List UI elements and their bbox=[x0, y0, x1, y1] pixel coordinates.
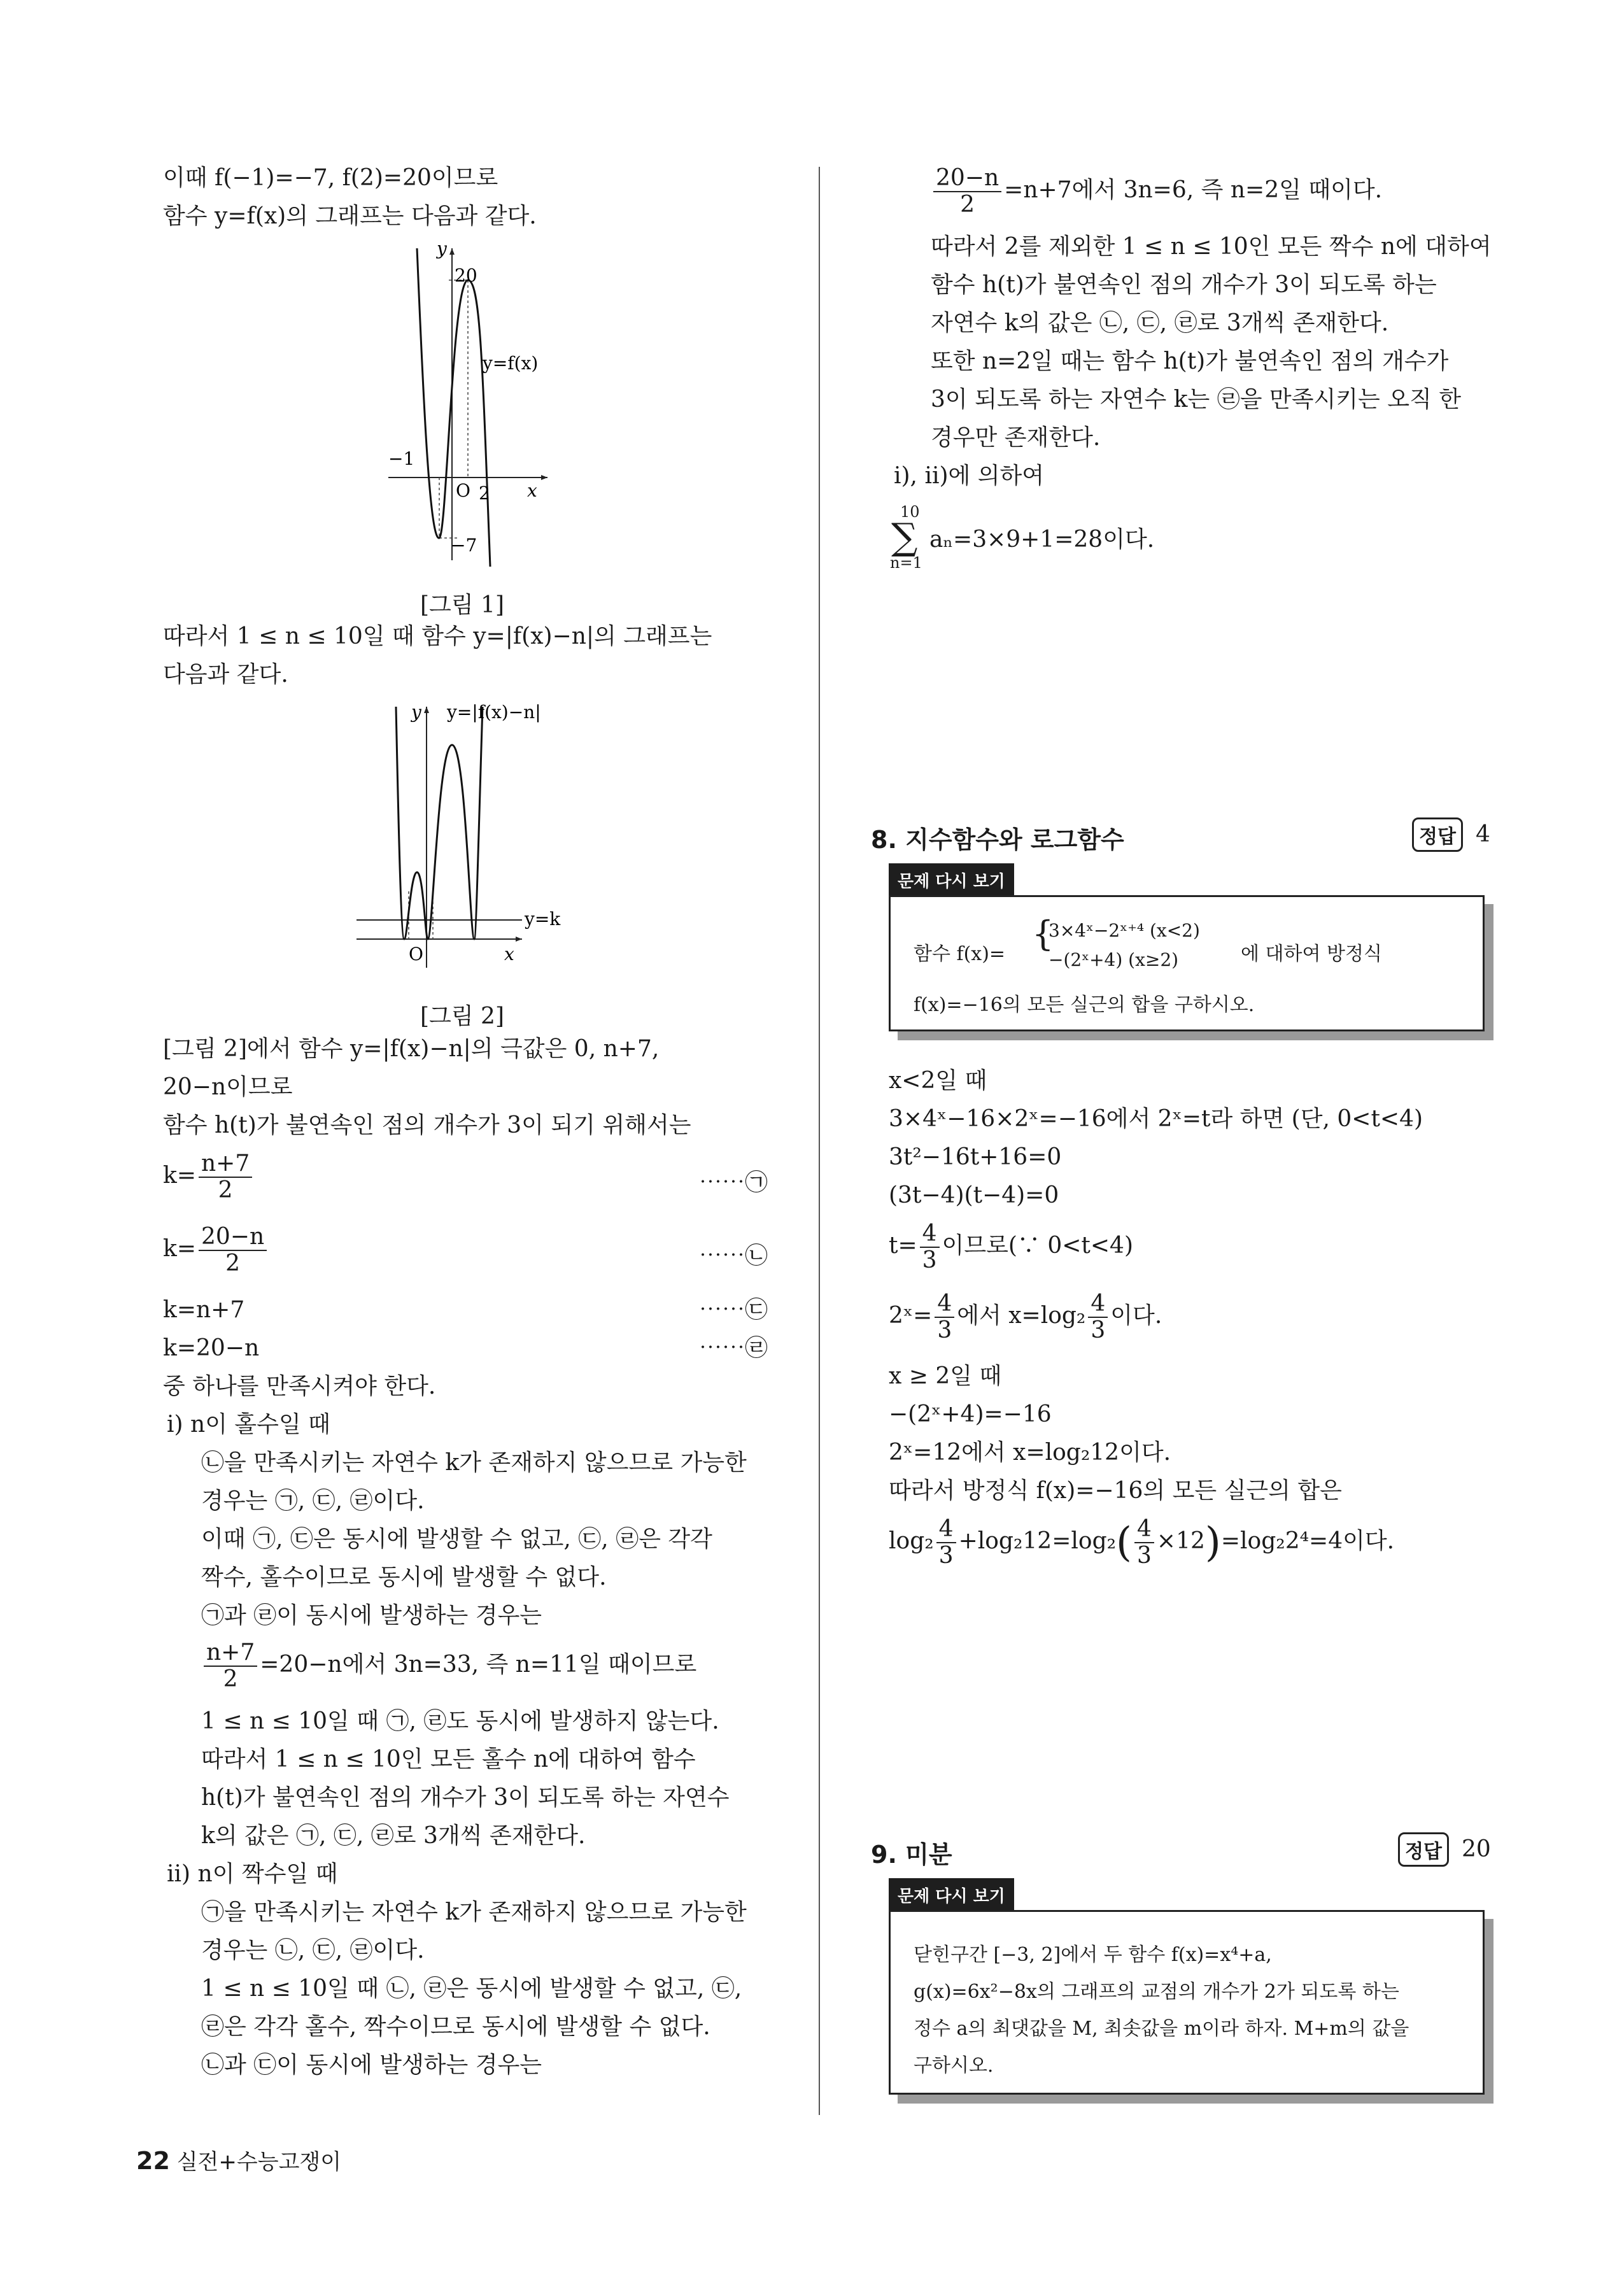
label-minus-7: −7 bbox=[451, 535, 477, 556]
text-line: 함수 y=f(x)의 그래프는 다음과 같다. bbox=[163, 203, 537, 229]
page-number: 22 bbox=[136, 2147, 170, 2175]
origin-label: O bbox=[409, 944, 423, 965]
equation-line: t= $\frac{4}{3}$ 이므로(∵ 0<t<4) bbox=[889, 1220, 1134, 1273]
answer-value: 4 bbox=[1476, 821, 1490, 847]
box-text: g(x)=6x²−8x의 그래프의 교점의 개수가 2가 되도록 하는 bbox=[914, 1981, 1399, 2003]
label-minus-1: −1 bbox=[388, 448, 415, 469]
text-line: 다음과 같다. bbox=[163, 661, 288, 688]
equation-line: log₂ $\frac{4}{3}$ +log₂12=log₂( $\frac{4}{3}$ ×12)=log₂2⁴=4이다. bbox=[889, 1516, 1395, 1569]
text-line: 2ˣ=12에서 x=log₂12이다. bbox=[889, 1440, 1171, 1466]
text-line: 1 ≤ n ≤ 10일 때 ㉡, ㉣은 동시에 발생할 수 없고, ㉢, bbox=[201, 1976, 742, 2002]
y-axis-label: y bbox=[411, 702, 421, 723]
text-line: k의 값은 ㉠, ㉢, ㉣로 3개씩 존재한다. bbox=[201, 1823, 586, 1849]
box-text: f(x)=−16의 모든 실근의 합을 구하시오. bbox=[914, 994, 1255, 1016]
review-tab[interactable]: 문제 다시 보기 bbox=[889, 863, 1014, 897]
y-axis-arrow bbox=[449, 248, 455, 255]
equation-4: k=20−n bbox=[163, 1335, 260, 1361]
text-line: 따라서 1 ≤ n ≤ 10일 때 함수 y=|f(x)−n|의 그래프는 bbox=[163, 623, 712, 649]
y-axis-arrow bbox=[424, 707, 429, 713]
text-line: 함수 h(t)가 불연속인 점의 개수가 3이 되도록 하는 bbox=[931, 272, 1437, 298]
figure-2-graph bbox=[357, 700, 598, 980]
equation-line: $\frac{20-n}{2}$ =n+7에서 3n=6, 즉 n=2일 때이다. bbox=[931, 167, 1382, 216]
column-divider bbox=[819, 167, 820, 2115]
label-2: 2 bbox=[479, 483, 490, 504]
text-line: ㉡을 만족시키는 자연수 k가 존재하지 않으므로 가능한 bbox=[201, 1450, 747, 1476]
label-20: 20 bbox=[455, 265, 477, 286]
k-label: y=k bbox=[525, 909, 561, 930]
figure-1-graph bbox=[369, 242, 560, 573]
y-axis-label: y bbox=[437, 242, 447, 259]
sum-upper: 10 bbox=[900, 503, 920, 521]
book-title: 실전+수능고쟁이 bbox=[176, 2149, 342, 2175]
equation-line: $\frac{n+7}{2}$ =20−n에서 3n=33, 즉 n=11일 때이므로 bbox=[201, 1641, 696, 1691]
origin-label: O bbox=[456, 480, 470, 501]
text-line: 이때 f(−1)=−7, f(2)=20이므로 bbox=[163, 165, 498, 191]
review-tab[interactable]: 문제 다시 보기 bbox=[889, 1878, 1014, 1912]
text-line: (3t−4)(t−4)=0 bbox=[889, 1182, 1059, 1208]
x-axis-arrow bbox=[541, 475, 547, 480]
equation-line: 2ˣ= $\frac{4}{3}$ 에서 x=log₂ $\frac{4}{3}$ 이다. bbox=[889, 1291, 1162, 1343]
text-line: ㉠을 만족시키는 자연수 k가 존재하지 않으므로 가능한 bbox=[201, 1899, 747, 1925]
text-line: 경우만 존재한다. bbox=[931, 425, 1101, 451]
equation-3: k=n+7 bbox=[163, 1297, 245, 1323]
text-line: 짝수, 홀수이므로 동시에 발생할 수 없다. bbox=[201, 1564, 607, 1590]
problem-box bbox=[889, 1910, 1485, 2095]
box-text: 닫힌구간 [−3, 2]에서 두 함수 f(x)=x⁴+a, bbox=[914, 1944, 1272, 1966]
curve-f bbox=[417, 248, 490, 567]
text-line: 중 하나를 만족시켜야 한다. bbox=[163, 1373, 436, 1399]
text-line: 1 ≤ n ≤ 10일 때 ㉠, ㉣도 동시에 발생하지 않는다. bbox=[201, 1708, 719, 1734]
text-line: 3이 되도록 하는 자연수 k는 ㉣을 만족시키는 오직 한 bbox=[931, 386, 1462, 413]
text-line: 3×4ˣ−16×2ˣ=−16에서 2ˣ=t라 하면 (단, 0<t<4) bbox=[889, 1106, 1423, 1132]
text-line: 20−n이므로 bbox=[163, 1074, 293, 1100]
equation-tag: ⋯⋯㉠ bbox=[699, 1170, 768, 1196]
text-line: ㉡과 ㉢이 동시에 발생하는 경우는 bbox=[201, 2052, 542, 2078]
case-heading: ⅰ) n이 홀수일 때 bbox=[167, 1411, 330, 1438]
text-line: ⅰ), ⅱ)에 의하여 bbox=[894, 463, 1045, 489]
text-line: 3t²−16t+16=0 bbox=[889, 1144, 1062, 1170]
equation-1: k= $\frac{n+7}{2}$ bbox=[163, 1152, 255, 1202]
piece-1: 3×4ˣ−2ˣ⁺⁴ (x<2) bbox=[1049, 920, 1200, 941]
figure-2-caption: [그림 2] bbox=[420, 1003, 504, 1029]
text-line: ㉣은 각각 홀수, 짝수이므로 동시에 발생할 수 없다. bbox=[201, 2014, 710, 2040]
sum-result: aₙ=3×9+1=28이다. bbox=[929, 527, 1155, 553]
text-line: 경우는 ㉡, ㉢, ㉣이다. bbox=[201, 1937, 425, 1963]
text-line: 경우는 ㉠, ㉢, ㉣이다. bbox=[201, 1488, 425, 1514]
equation-2: k= $\frac{20-n}{2}$ bbox=[163, 1226, 269, 1275]
piece-2: −(2ˣ+4) (x≥2) bbox=[1049, 949, 1179, 970]
curve-abs bbox=[396, 707, 483, 939]
text-line: [그림 2]에서 함수 y=|f(x)−n|의 극값은 0, n+7, bbox=[163, 1036, 660, 1062]
text-line: −(2ˣ+4)=−16 bbox=[889, 1401, 1052, 1427]
x-axis-arrow bbox=[516, 937, 522, 942]
answer-value: 20 bbox=[1462, 1836, 1491, 1862]
text-line: 따라서 1 ≤ n ≤ 10인 모든 홀수 n에 대하여 함수 bbox=[201, 1746, 696, 1772]
answer-badge: 정답 bbox=[1412, 817, 1463, 852]
equation-tag: ⋯⋯㉢ bbox=[699, 1297, 768, 1323]
text-line: ㉠과 ㉣이 동시에 발생하는 경우는 bbox=[201, 1602, 542, 1629]
x-axis-label: x bbox=[527, 480, 537, 501]
box-text: 정수 a의 최댓값을 M, 최솟값을 m이라 하자. M+m의 값을 bbox=[914, 2018, 1409, 2040]
equation-tag: ⋯⋯㉡ bbox=[699, 1243, 768, 1269]
text-line: 따라서 방정식 f(x)=−16의 모든 실근의 합은 bbox=[889, 1478, 1342, 1504]
text-line: 함수 h(t)가 불연속인 점의 개수가 3이 되기 위해서는 bbox=[163, 1112, 691, 1138]
answer-badge: 정답 bbox=[1398, 1832, 1449, 1867]
x-axis-label: x bbox=[504, 944, 514, 965]
text-line: h(t)가 불연속인 점의 개수가 3이 되도록 하는 자연수 bbox=[201, 1785, 730, 1811]
sum-symbol: ∑ bbox=[891, 515, 918, 558]
brace-icon: { bbox=[1032, 914, 1054, 954]
problem-box bbox=[889, 895, 1485, 1031]
curve-label: y=|f(x)−n| bbox=[447, 702, 541, 723]
page-footer bbox=[136, 2144, 341, 2175]
text-line: x<2일 때 bbox=[889, 1068, 987, 1094]
text-line: 자연수 k의 값은 ㉡, ㉢, ㉣로 3개씩 존재한다. bbox=[931, 310, 1389, 336]
section-9-title: 9. 미분 bbox=[871, 1841, 952, 1869]
box-text: 함수 f(x)= bbox=[914, 943, 1006, 965]
box-text: 구하시오. bbox=[914, 2055, 994, 2077]
box-text: 에 대하여 방정식 bbox=[1241, 943, 1382, 965]
sum-lower: n=1 bbox=[890, 554, 922, 572]
figure-1-caption: [그림 1] bbox=[420, 592, 504, 618]
text-line: 이때 ㉠, ㉢은 동시에 발생할 수 없고, ㉢, ㉣은 각각 bbox=[201, 1526, 712, 1552]
text-line: 따라서 2를 제외한 1 ≤ n ≤ 10인 모든 짝수 n에 대하여 bbox=[931, 234, 1492, 260]
case-heading: ⅱ) n이 짝수일 때 bbox=[167, 1861, 338, 1887]
text-line: x ≥ 2일 때 bbox=[889, 1363, 1002, 1389]
text-line: 또한 n=2일 때는 함수 h(t)가 불연속인 점의 개수가 bbox=[931, 348, 1449, 374]
curve-label: y=f(x) bbox=[483, 353, 539, 374]
section-8-title: 8. 지수함수와 로그함수 bbox=[871, 826, 1124, 854]
equation-tag: ⋯⋯㉣ bbox=[699, 1335, 768, 1361]
